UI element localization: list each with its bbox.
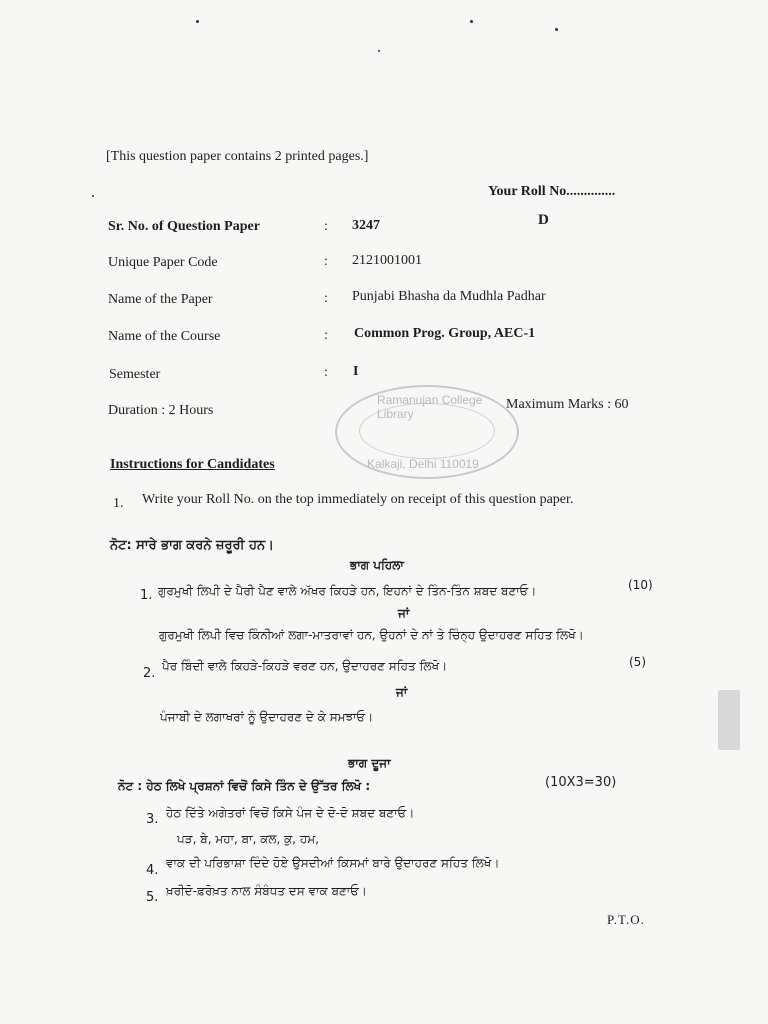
note-all-parts: ਨੋਟ: ਸਾਰੇ ਭਾਗ ਕਰਨੇ ਜ਼ਰੂਰੀ ਹਨ। [110,538,274,553]
stamp-bottom-text: Kalkaji, Delhi 110019 [367,457,479,471]
scan-speck [555,28,558,31]
question-text: ਪੈਰ ਬਿੰਦੀ ਵਾਲੇ ਕਿਹੜੇ-ਕਿਹੜੇ ਵਰਣ ਹਨ, ਉਦਾਹਰਣ ਸਹਿਤ ਲਿਖੋ। [162,659,448,673]
question-number: 2. [143,666,156,681]
stamp-top-text: Ramanujan College Library [377,393,483,421]
detail-value: I [353,364,359,379]
detail-value: Punjabi Bhasha da Mudhla Padhar [352,289,546,304]
or-separator: ਜਾਂ [396,685,408,699]
part2-note: ਨੋਟ : ਹੇਠ ਲਿਖੇ ਪ੍ਰਸ਼ਨਾਂ ਵਿਚੋਂ ਕਿਸੇ ਤਿੰਨ ਦੇ ਉੱਤਰ ਲਿਖੋ : [118,779,371,793]
detail-colon: : [324,328,328,343]
question-number: 1. [140,588,153,603]
question-alternative: ਪੰਜਾਬੀ ਦੇ ਲਗਾਖਰਾਂ ਨੂੰ ਉਦਾਹਰਣ ਦੇ ਕੇ ਸਮਝਾਓ। [160,710,374,724]
instruction-number: 1. [113,496,124,511]
detail-label: Name of the Course [108,329,221,344]
detail-colon: : [324,254,328,269]
question-alternative: ਗੁਰਮੁਖੀ ਲਿਪੀ ਵਿਚ ਕਿੰਨੀਆਂ ਲਗਾ-ਮਾਤਰਾਵਾਂ ਹਨ, ਉਹਨਾਂ ਦੇ ਨਾਂ ਤੇ ਚਿੰਨ੍ਹ ਉਦਾਹਰਣ ਸਹਿਤ ਲਿਖੋ। [159,628,584,642]
instructions-heading: Instructions for Candidates [110,457,275,472]
page-turn-note: P.T.O. [607,912,645,927]
scan-speck [378,50,380,52]
detail-label: Sr. No. of Question Paper [108,219,260,234]
or-separator: ਜਾਂ [398,606,410,620]
maximum-marks: Maximum Marks : 60 [506,397,629,412]
part2-title: ਭਾਗ ਦੂਜਾ [348,756,391,770]
detail-value: Common Prog. Group, AEC-1 [354,326,536,341]
detail-colon: : [324,365,328,380]
library-stamp [335,385,519,479]
question-text: ਗੁਰਮੁਖੀ ਲਿਪੀ ਦੇ ਪੈਰੀ ਪੈਣ ਵਾਲੇ ਅੱਖਰ ਕਿਹੜੇ ਹਨ, ਇਹਨਾਂ ਦੇ ਤਿੰਨ-ਤਿੰਨ ਸ਼ਬਦ ਬਣਾਓ। [158,584,537,598]
question-number: 5. [146,890,159,905]
part1-title: ਭਾਗ ਪਹਿਲਾ [350,558,404,572]
detail-label: Unique Paper Code [108,255,218,270]
instruction-text: Write your Roll No. on the top immediately on receipt of this question paper. [142,492,574,507]
question-number: 4. [146,863,159,878]
roll-no-field: Your Roll No.............. [488,184,616,199]
question-number: 3. [146,812,159,827]
detail-value: 2121001001 [352,253,422,268]
scan-smudge [718,690,740,750]
question-text: ਖ਼ਰੀਦੋ-ਫ਼ਰੋਖ਼ਤ ਨਾਲ ਸੰਬੰਧਤ ਦਸ ਵਾਕ ਬਣਾਓ। [166,884,367,898]
question-text: ਵਾਕ ਦੀ ਪਰਿਭਾਸ਼ਾ ਦਿੰਦੇ ਹੋਏ ਉਸਦੀਆਂ ਕਿਸਮਾਂ ਬਾਰੇ ਉਦਾਹਰਣ ਸਹਿਤ ਲਿਖੋ। [166,856,500,870]
duration: Duration : 2 Hours [108,403,214,418]
question-marks: (5) [629,655,646,669]
question-text: ਹੇਠ ਦਿੱਤੇ ਅਗੇਤਰਾਂ ਵਿਚੋਂ ਕਿਸੇ ਪੰਜ ਦੇ ਦੋ-ਦੋ ਸ਼ਬਦ ਬਣਾਓ। [166,806,415,820]
part2-marks: (10X3=30) [545,775,617,790]
scan-speck [196,20,199,23]
scan-speck [470,20,473,23]
detail-label: Semester [109,367,161,382]
set-letter: D [538,212,549,228]
detail-colon: : [324,219,328,234]
prefix-list: ਪੜ, ਬੇ, ਮਹਾ, ਬਾ, ਕਲ, ਕੁ, ਹਮ, [177,832,320,846]
pages-note: [This question paper contains 2 printed pages.] [106,149,369,164]
detail-value: 3247 [352,218,380,233]
detail-colon: : [324,291,328,306]
question-marks: (10) [628,578,653,592]
scan-speck [92,195,94,197]
detail-label: Name of the Paper [108,292,213,307]
